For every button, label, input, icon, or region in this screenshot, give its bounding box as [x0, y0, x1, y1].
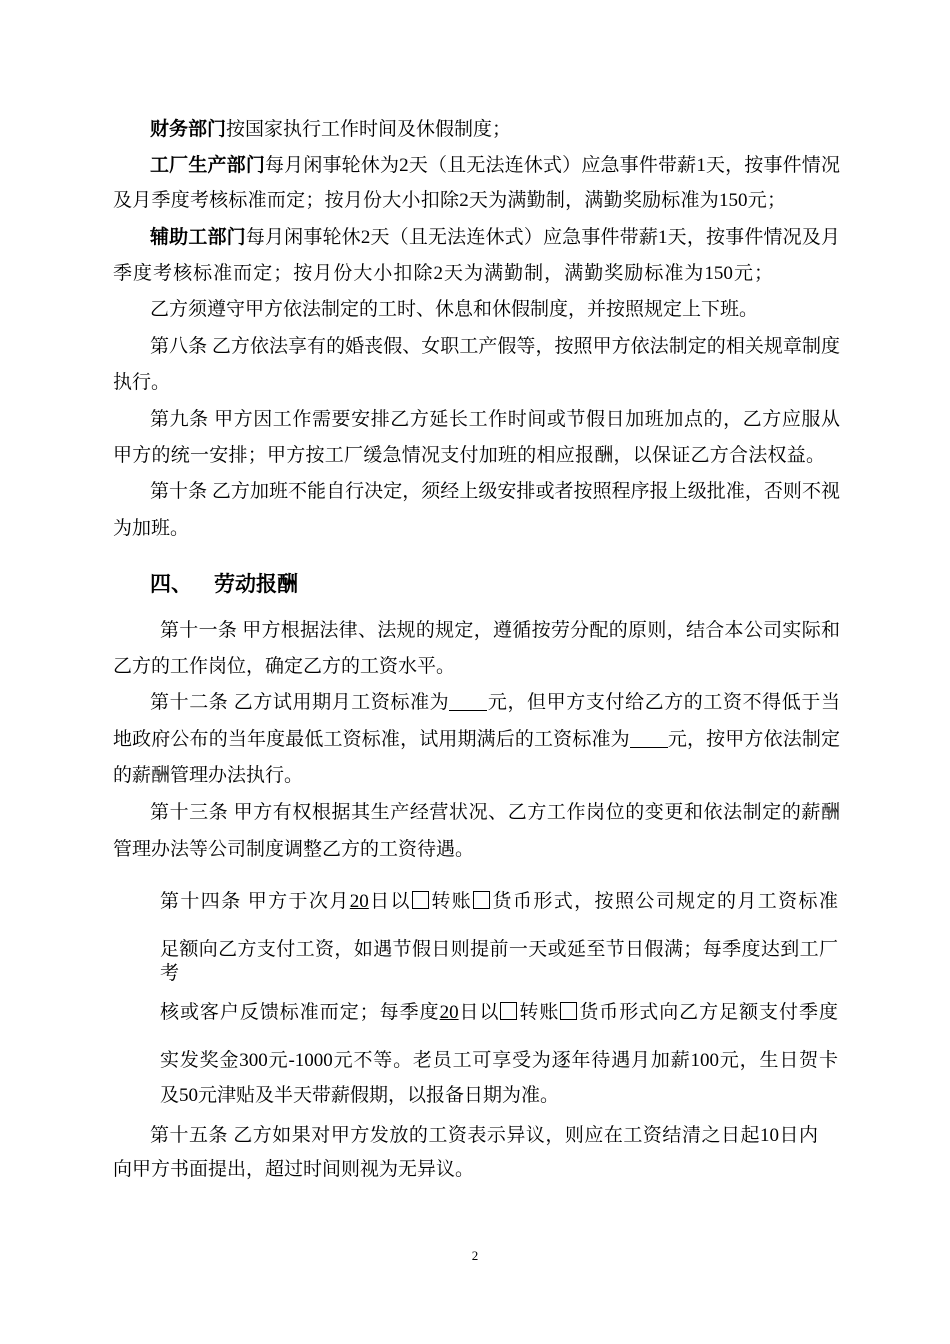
article-14-line-5: 及50元津贴及半天带薪假期，以报备日期为准。	[160, 1085, 560, 1106]
text: 地政府公布的当年度最低工资标准，试用期满后的工资标准为	[113, 729, 630, 750]
article-15-line-1: 第十五条 乙方如果对甲方发放的工资表示异议，则应在工资结清之日起10日内	[150, 1125, 818, 1146]
text: 核或客户反馈标准而定；每季度	[160, 1002, 440, 1023]
section-title: 劳动报酬	[214, 572, 298, 596]
article-11-line-1: 第十一条 甲方根据法律、法规的规定，遵循按劳分配的原则，结合本公司实际和	[160, 620, 840, 641]
text: 第十四条 甲方于次月	[160, 891, 350, 912]
factory-dept-label: 工厂生产部门	[150, 155, 265, 176]
comply-line: 乙方须遵守甲方依法制定的工时、休息和休假制度，并按照规定上下班。	[150, 299, 759, 320]
article-14-line-3	[160, 1001, 838, 1025]
article-10-line-1: 第十条 乙方加班不能自行决定，须经上级安排或者按照程序报上级批准，否则不视	[150, 481, 840, 502]
section-number: 四、	[150, 572, 192, 596]
page-number: 2	[471, 1248, 479, 1263]
text: 元，按甲方依法制定	[667, 729, 840, 750]
article-14-line-1	[160, 890, 838, 914]
text: 日以	[368, 891, 411, 912]
article-12-line-1	[150, 691, 840, 715]
article-12-line-3: 的薪酬管理办法执行。	[113, 765, 304, 786]
article-13-line-1: 第十三条 甲方有权根据其生产经营状况、乙方工作岗位的变更和依法制定的薪酬	[150, 802, 840, 823]
cash-checkbox-quarterly[interactable]	[560, 1002, 577, 1020]
text: 货币形式向乙方足额支付季度	[578, 1002, 838, 1023]
article-9-line-1: 第九条 甲方因工作需要安排乙方延长工作时间或节假日加班加点的，乙方应服从	[150, 409, 840, 430]
finance-dept-line	[150, 118, 511, 142]
article-8-line-2: 执行。	[113, 372, 171, 393]
aux-dept-label: 辅助工部门	[150, 227, 246, 248]
text: 元，但甲方支付给乙方的工资不得低于当	[487, 692, 840, 713]
transfer-label: 转账	[518, 1002, 560, 1023]
article-11-line-2: 乙方的工作岗位，确定乙方的工资水平。	[113, 656, 456, 677]
transfer-checkbox[interactable]	[412, 891, 429, 909]
text: 日以	[458, 1002, 500, 1023]
factory-dept-line-2: 及月季度考核标准而定；按月份大小扣除2天为满勤制，满勤奖励标准为150元；	[113, 190, 786, 211]
article-14-line-4: 实发奖金300元-1000元不等。老员工可享受为逐年待遇月加薪100元，生日贺卡	[160, 1050, 838, 1071]
transfer-checkbox-quarterly[interactable]	[500, 1002, 517, 1020]
trial-salary-blank[interactable]	[449, 692, 487, 711]
aux-dept-line-1	[150, 226, 840, 250]
aux-dept-text: 每月闲事轮休2天（且无法连休式）应急事件带薪1天，按事件情况及月	[245, 227, 840, 248]
text: 第十二条 乙方试用期月工资标准为	[150, 692, 450, 713]
factory-dept-text: 每月闲事轮休为2天（且无法连休式）应急事件带薪1天，按事件情况	[265, 155, 840, 176]
factory-dept-line-1	[150, 154, 840, 178]
finance-dept-label: 财务部门	[150, 119, 227, 140]
cash-checkbox[interactable]	[473, 891, 490, 909]
transfer-label: 转账	[429, 891, 473, 912]
article-15-line-2: 向甲方书面提出，超过时间则视为无异议。	[113, 1159, 475, 1180]
aux-dept-line-2: 季度考核标准而定；按月份大小扣除2天为满勤制，满勤奖励标准为150元；	[113, 263, 773, 284]
finance-dept-text: 按国家执行工作时间及休假制度；	[226, 119, 512, 140]
article-12-line-2	[113, 728, 840, 752]
article-9-line-2: 甲方的统一安排；甲方按工厂缓急情况支付加班的相应报酬，以保证乙方合法权益。	[113, 445, 825, 466]
section-heading	[150, 568, 298, 598]
article-8-line-1: 第八条 乙方依法享有的婚丧假、女职工产假等，按照甲方依法制定的相关规章制度	[150, 336, 840, 357]
article-14-line-2: 足额向乙方支付工资，如遇节假日则提前一天或延至节日假满；每季度达到工厂考	[160, 939, 838, 984]
article-13-line-2: 管理办法等公司制度调整乙方的工资待遇。	[113, 839, 475, 860]
regular-salary-blank[interactable]	[630, 729, 668, 748]
text: 货币形式，按照公司规定的月工资标准	[491, 891, 838, 912]
pay-day-quarterly[interactable]: 20	[439, 1002, 459, 1023]
pay-day-monthly[interactable]: 20	[349, 891, 369, 912]
article-10-line-2: 为加班。	[113, 518, 190, 539]
